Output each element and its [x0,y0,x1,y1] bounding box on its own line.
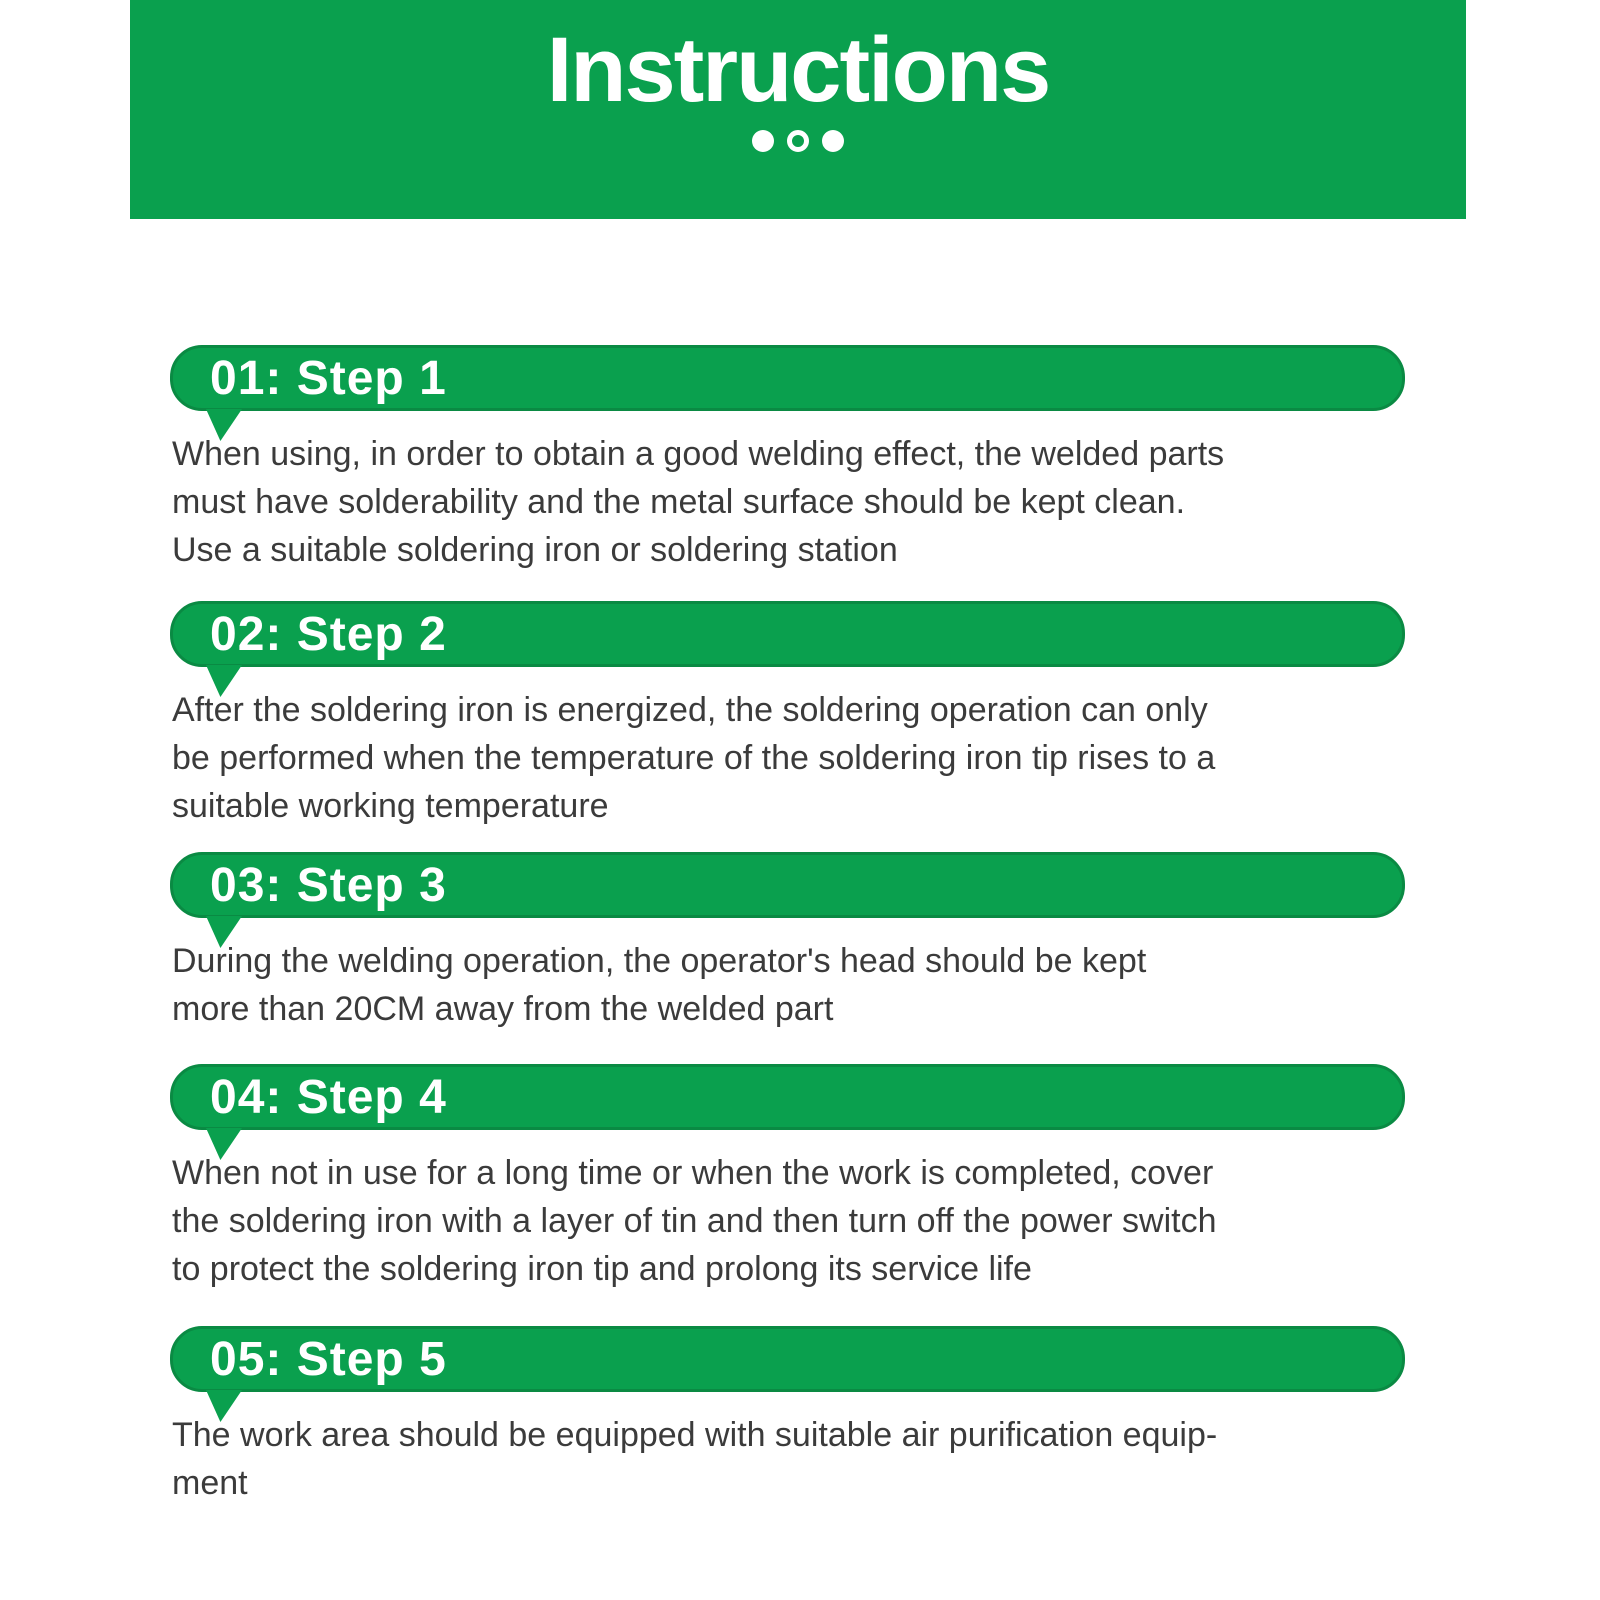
step-body-line: During the welding operation, the operator's head should be kept [172,942,1147,980]
step-body [172,686,1215,830]
step-banner [170,601,1405,667]
step-banner-title: 03: Step 3 [210,858,447,912]
step-body-line: the soldering iron with a layer of tin and then turn off the power switch [172,1202,1217,1240]
carousel-dot-3[interactable] [822,130,844,152]
step-body [172,430,1224,574]
step-body-line: be performed when the temperature of the soldering iron tip rises to a [172,739,1216,777]
step-banner-title: 02: Step 2 [210,607,447,661]
carousel-dot-2[interactable] [787,130,809,152]
carousel-dots [130,130,1466,152]
step-banner [170,345,1405,411]
step-body [172,937,1146,1033]
step-banner [170,1064,1405,1130]
step-banner-title: 01: Step 1 [210,351,447,405]
page-title: Instructions [546,19,1050,121]
step-body-line: suitable working temperature [172,787,609,825]
header-banner [130,0,1466,219]
step-body-line: Use a suitable soldering iron or soldering station [172,531,898,569]
step-body-line: ment [172,1464,248,1502]
step-banner [170,852,1405,918]
step-section-3 [170,852,1405,1028]
step-section-2 [170,601,1405,825]
step-body-line: must have solderability and the metal surface should be kept clean. [172,483,1186,521]
step-banner-title: 05: Step 5 [210,1332,447,1386]
step-body-line: After the soldering iron is energized, the soldering operation can only [172,691,1208,729]
step-banner-title: 04: Step 4 [210,1070,447,1124]
step-body-line: When using, in order to obtain a good welding effect, the welded parts [172,435,1225,473]
carousel-dot-1[interactable] [752,130,774,152]
step-section-4 [170,1064,1405,1288]
step-section-5 [170,1326,1405,1502]
step-body-line: more than 20CM away from the welded part [172,990,834,1028]
step-body [172,1411,1217,1507]
step-body-line: The work area should be equipped with suitable air purification equip- [172,1416,1218,1454]
step-body-line: to protect the soldering iron tip and prolong its service life [172,1250,1032,1288]
step-banner [170,1326,1405,1392]
step-body [172,1149,1217,1293]
step-body-line: When not in use for a long time or when the work is completed, cover [172,1154,1214,1192]
step-section-1 [170,345,1405,569]
